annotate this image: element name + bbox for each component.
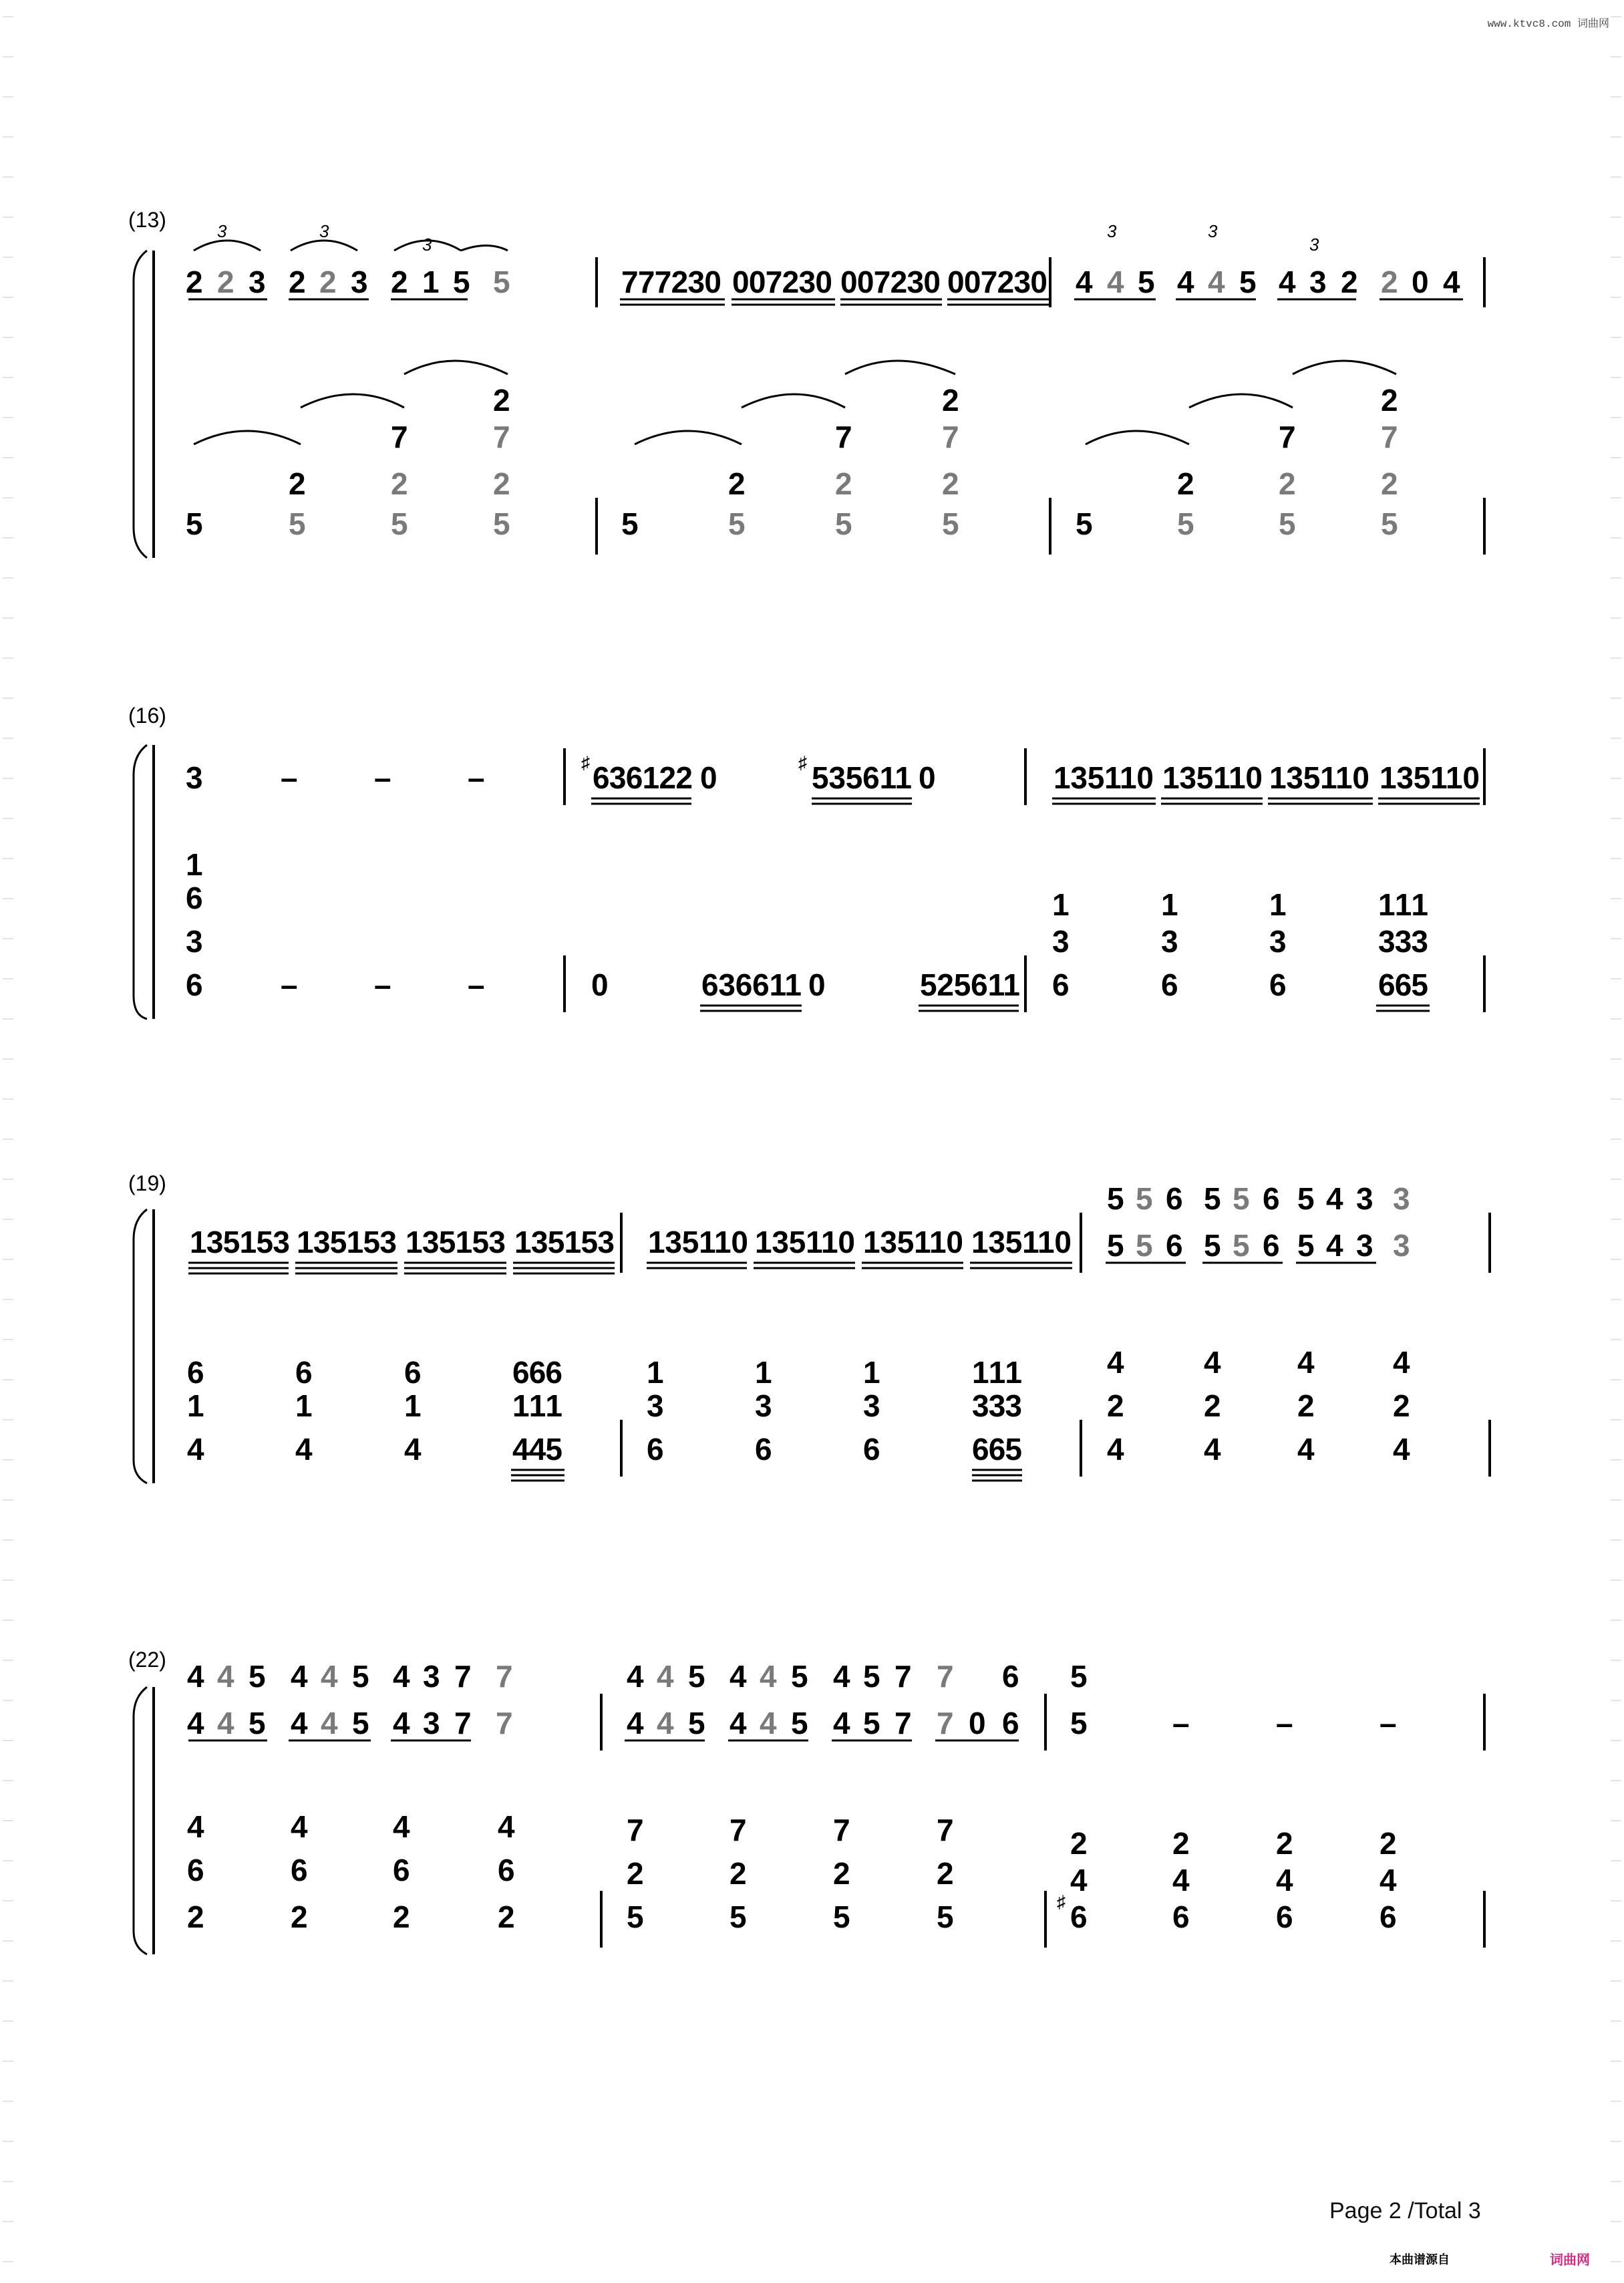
note: 1 xyxy=(755,1355,772,1390)
note: 6 xyxy=(404,1355,422,1390)
note: 6 xyxy=(295,1355,313,1390)
note: 2 xyxy=(187,1899,204,1934)
note: 4 xyxy=(833,1706,850,1740)
note: 2 xyxy=(289,265,306,299)
note: 2 xyxy=(1381,265,1398,299)
note: 6 xyxy=(1070,1899,1088,1934)
note: 4 xyxy=(291,1706,308,1740)
note: 7 xyxy=(627,1813,644,1847)
note: 2 xyxy=(627,1856,644,1891)
note: 6 xyxy=(1269,967,1287,1002)
note: 2 xyxy=(1204,1388,1221,1423)
note: 4 xyxy=(1204,1345,1221,1380)
note: – xyxy=(281,967,298,1002)
note: 4 xyxy=(404,1432,422,1467)
note: 4 xyxy=(217,1659,234,1694)
note: 2 xyxy=(391,466,408,501)
note: – xyxy=(468,760,485,795)
note: – xyxy=(1276,1706,1293,1740)
note: 4 xyxy=(187,1706,204,1740)
note: 3 xyxy=(1309,265,1327,299)
note: 3 xyxy=(1269,924,1287,959)
note: 7 xyxy=(833,1813,850,1847)
note: 4 xyxy=(729,1706,747,1740)
system-4-upper-notes xyxy=(187,1659,1397,1740)
note: 7 xyxy=(454,1659,472,1694)
note: 3 xyxy=(647,1388,664,1423)
measure-label-22: (22) xyxy=(128,1648,166,1672)
note: 7 xyxy=(493,420,510,454)
note: 4 xyxy=(627,1706,644,1740)
note: 2 xyxy=(1379,1826,1397,1861)
note: 3 xyxy=(1393,1181,1410,1216)
note: – xyxy=(281,760,298,795)
note: 5 xyxy=(627,1899,644,1934)
note: 5 xyxy=(1297,1181,1315,1216)
note: 4 xyxy=(217,1706,234,1740)
note: 135153 xyxy=(514,1225,615,1259)
note: 3 xyxy=(351,265,368,299)
note: 4 xyxy=(1276,1863,1293,1897)
note: 5 xyxy=(835,506,852,541)
sharp-sign: ♯ xyxy=(798,752,807,772)
triplet-mark: 3 xyxy=(422,235,432,255)
note: 2 xyxy=(942,466,959,501)
note: – xyxy=(374,967,391,1002)
note: 5 xyxy=(1070,1706,1088,1740)
note: 3 xyxy=(1052,924,1070,959)
note: 5 xyxy=(1070,1659,1088,1694)
note: 135110 xyxy=(1162,760,1263,795)
note: – xyxy=(374,760,391,795)
note: 5 xyxy=(1279,506,1296,541)
note: 6 xyxy=(1263,1181,1280,1216)
note: 333 xyxy=(1378,924,1428,959)
note: 7 xyxy=(835,420,852,454)
note: 7 xyxy=(895,1706,912,1740)
site-logo[interactable]: 词曲网 xyxy=(1550,2253,1590,2268)
note: 3 xyxy=(249,265,266,299)
note: 7 xyxy=(937,1659,954,1694)
note: 2 xyxy=(1393,1388,1410,1423)
note: 5 xyxy=(289,506,306,541)
note: 1 xyxy=(186,847,203,882)
note: 2 xyxy=(1107,1388,1124,1423)
note: 1 xyxy=(295,1388,313,1423)
note: 007230 xyxy=(732,265,832,299)
note: 665 xyxy=(1378,967,1428,1002)
note: 5 xyxy=(1204,1228,1221,1263)
note: 5 xyxy=(391,506,408,541)
note: 5 xyxy=(1076,506,1093,541)
note: 4 xyxy=(657,1706,674,1740)
note: 4 xyxy=(1208,265,1225,299)
note: 5 xyxy=(1233,1181,1250,1216)
note: 2 xyxy=(498,1899,515,1934)
triplet-mark: 3 xyxy=(1107,221,1117,241)
note: 1 xyxy=(422,265,440,299)
note: 4 xyxy=(291,1809,308,1844)
note: 7 xyxy=(496,1706,513,1740)
note: 4 xyxy=(295,1432,313,1467)
note: 111 xyxy=(1378,887,1428,922)
note: 2 xyxy=(937,1856,954,1891)
note: 6 xyxy=(1161,967,1178,1002)
note: 6 xyxy=(1172,1899,1190,1934)
note: 2 xyxy=(493,466,510,501)
note: 6 xyxy=(1002,1706,1019,1740)
note: 333 xyxy=(972,1388,1022,1423)
site-url: www.ktvc8.com 词曲网 xyxy=(1487,18,1609,30)
note: 135110 xyxy=(863,1225,963,1259)
note: 5 xyxy=(249,1706,266,1740)
note: 1 xyxy=(1052,887,1070,922)
note: 4 xyxy=(291,1659,308,1694)
note: 4 xyxy=(1107,1432,1124,1467)
note: 4 xyxy=(1326,1228,1343,1263)
note: 4 xyxy=(498,1809,515,1844)
sharp-sign: ♯ xyxy=(581,752,590,772)
note: 3 xyxy=(186,924,203,959)
note: 2 xyxy=(186,265,203,299)
note: 445 xyxy=(512,1432,562,1467)
note: 3 xyxy=(1356,1228,1373,1263)
note: 135110 xyxy=(1269,760,1369,795)
note: 6 xyxy=(1379,1899,1397,1934)
note: 2 xyxy=(1381,466,1398,501)
note: 6 xyxy=(863,1432,880,1467)
note: 4 xyxy=(1297,1345,1315,1380)
note: 135110 xyxy=(755,1225,855,1259)
note: 4 xyxy=(760,1659,777,1694)
note: 5 xyxy=(1136,1228,1153,1263)
note: 6 xyxy=(186,967,203,1002)
note: 5 xyxy=(1297,1228,1315,1263)
note: 5 xyxy=(249,1659,266,1694)
note: 007230 xyxy=(947,265,1047,299)
note: 5 xyxy=(863,1706,880,1740)
note: 3 xyxy=(1161,924,1178,959)
note: 2 xyxy=(835,466,852,501)
note: 0 xyxy=(700,760,717,795)
note: – xyxy=(1379,1706,1397,1740)
note: 5 xyxy=(1107,1181,1124,1216)
note: 5 xyxy=(1204,1181,1221,1216)
note: 2 xyxy=(289,466,306,501)
note: 5 xyxy=(1136,1181,1153,1216)
note: 3 xyxy=(423,1706,440,1740)
note: 4 xyxy=(1172,1863,1190,1897)
note: 6 xyxy=(1276,1899,1293,1934)
note: 4 xyxy=(729,1659,747,1694)
note: 2 xyxy=(728,466,746,501)
note: 7 xyxy=(729,1813,747,1847)
note: 4 xyxy=(657,1659,674,1694)
note: 2 xyxy=(1341,265,1358,299)
note: 3 xyxy=(1393,1228,1410,1263)
note: 4 xyxy=(187,1809,204,1844)
note: 2 xyxy=(1172,1826,1190,1861)
note: 1 xyxy=(863,1355,880,1390)
note: 6 xyxy=(187,1355,204,1390)
note: 7 xyxy=(1381,420,1398,454)
note: 4 xyxy=(1393,1432,1410,1467)
note: 665 xyxy=(972,1432,1022,1467)
note: 0 xyxy=(1412,265,1429,299)
note: – xyxy=(1172,1706,1190,1740)
note: 5 xyxy=(729,1899,747,1934)
note: 5 xyxy=(937,1899,954,1934)
note: 5 xyxy=(621,506,639,541)
system-1-upper-notes xyxy=(186,221,1460,299)
note: 5 xyxy=(688,1706,705,1740)
note: 5 xyxy=(863,1659,880,1694)
note: 6 xyxy=(498,1853,515,1887)
note: 4 xyxy=(1177,265,1194,299)
note: 6 xyxy=(755,1432,772,1467)
note: 1 xyxy=(647,1355,664,1390)
note: 2 xyxy=(393,1899,410,1934)
note: 6 xyxy=(1166,1181,1183,1216)
note: 4 xyxy=(1443,265,1460,299)
note: 135110 xyxy=(648,1225,748,1259)
note: 1 xyxy=(187,1388,204,1423)
note: 535611 xyxy=(812,760,912,795)
note: 7 xyxy=(937,1706,954,1740)
note: 3 xyxy=(755,1388,772,1423)
triplet-mark: 3 xyxy=(1309,235,1319,255)
measure-label-13: (13) xyxy=(128,208,166,232)
note: 5 xyxy=(1381,506,1398,541)
note: 7 xyxy=(496,1659,513,1694)
note: 4 xyxy=(393,1706,410,1740)
note: 6 xyxy=(1002,1659,1019,1694)
note: 1 xyxy=(404,1388,422,1423)
note: 4 xyxy=(1107,1345,1124,1380)
note: 2 xyxy=(942,383,959,418)
note: 5 xyxy=(791,1706,808,1740)
note: 111 xyxy=(512,1388,562,1423)
note: 4 xyxy=(760,1706,777,1740)
note: 135153 xyxy=(190,1225,290,1259)
measure-label-19: (19) xyxy=(128,1171,166,1195)
note: 4 xyxy=(1070,1863,1088,1897)
note: 2 xyxy=(1070,1826,1088,1861)
note: 0 xyxy=(919,760,936,795)
note: 6 xyxy=(187,1853,204,1887)
note: 5 xyxy=(1239,265,1257,299)
note: 135110 xyxy=(1053,760,1154,795)
triplet-mark: 3 xyxy=(217,221,227,241)
note: 4 xyxy=(1326,1181,1343,1216)
note: 007230 xyxy=(840,265,941,299)
note: 4 xyxy=(321,1706,338,1740)
note: 2 xyxy=(1279,466,1296,501)
note: 7 xyxy=(895,1659,912,1694)
note: 2 xyxy=(729,1856,747,1891)
note: 4 xyxy=(321,1659,338,1694)
note: 135110 xyxy=(1379,760,1480,795)
system-4-lower-notes xyxy=(187,1809,1397,1934)
note: 4 xyxy=(1379,1863,1397,1897)
note: 0 xyxy=(591,967,609,1002)
note: 2 xyxy=(1177,466,1194,501)
note: 5 xyxy=(688,1659,705,1694)
note: 2 xyxy=(833,1856,850,1891)
note: 7 xyxy=(942,420,959,454)
note: 135153 xyxy=(405,1225,506,1259)
note: 5 xyxy=(791,1659,808,1694)
note: 4 xyxy=(627,1659,644,1694)
note: 3 xyxy=(863,1388,880,1423)
note: 6 xyxy=(186,881,203,915)
note: 135153 xyxy=(297,1225,397,1259)
note: 4 xyxy=(1279,265,1296,299)
note: 5 xyxy=(942,506,959,541)
note: 4 xyxy=(1076,265,1093,299)
note: 5 xyxy=(186,506,203,541)
note: 5 xyxy=(493,506,510,541)
system-2-upper-notes xyxy=(186,752,1480,795)
note: 6 xyxy=(393,1853,410,1887)
note: 5 xyxy=(833,1899,850,1934)
note: 5 xyxy=(1177,506,1194,541)
note: 4 xyxy=(1107,265,1124,299)
page-indicator: Page 2 /Total 3 xyxy=(1329,2198,1481,2224)
source-note: 本曲谱源自 xyxy=(1390,2253,1450,2266)
note: 6 xyxy=(647,1432,664,1467)
note: 7 xyxy=(937,1813,954,1847)
note: 4 xyxy=(393,1659,410,1694)
note: – xyxy=(468,967,485,1002)
triplet-mark: 3 xyxy=(1208,221,1218,241)
system-2-lower-notes xyxy=(186,847,1428,1002)
system-3-upper-notes xyxy=(190,1181,1410,1263)
note: 0 xyxy=(808,967,826,1002)
note: 5 xyxy=(352,1659,369,1694)
note: 4 xyxy=(393,1809,410,1844)
note: 1 xyxy=(1269,887,1287,922)
note: 111 xyxy=(972,1355,1022,1390)
note: 3 xyxy=(186,760,203,795)
note: 2 xyxy=(1297,1388,1315,1423)
note: 7 xyxy=(454,1706,472,1740)
note: 6 xyxy=(291,1853,308,1887)
note: 2 xyxy=(319,265,337,299)
note: 1 xyxy=(1161,887,1178,922)
note: 7 xyxy=(1279,420,1296,454)
note: 525611 xyxy=(920,967,1020,1002)
note: 5 xyxy=(493,265,510,299)
note: 2 xyxy=(291,1899,308,1934)
triplet-mark: 3 xyxy=(319,221,329,241)
note: 135110 xyxy=(971,1225,1072,1259)
note: 5 xyxy=(352,1706,369,1740)
measure-label-16: (16) xyxy=(128,704,166,728)
note: 2 xyxy=(391,265,408,299)
note: 3 xyxy=(1356,1181,1373,1216)
note: 2 xyxy=(217,265,234,299)
note: 636122 xyxy=(593,760,693,795)
note: 5 xyxy=(728,506,746,541)
system-3-lower-notes xyxy=(187,1345,1410,1467)
note: 777230 xyxy=(621,265,721,299)
note: 4 xyxy=(1393,1345,1410,1380)
note: 7 xyxy=(391,420,408,454)
note: 5 xyxy=(1138,265,1155,299)
note: 5 xyxy=(453,265,470,299)
note: 636611 xyxy=(701,967,802,1002)
note: 3 xyxy=(423,1659,440,1694)
note: 4 xyxy=(187,1432,204,1467)
note: 2 xyxy=(1276,1826,1293,1861)
note: 4 xyxy=(187,1659,204,1694)
note: 0 xyxy=(969,1706,986,1740)
note: 6 xyxy=(1166,1228,1183,1263)
note: 666 xyxy=(512,1355,562,1390)
sharp-sign: ♯ xyxy=(1057,1891,1066,1912)
note: 2 xyxy=(1381,383,1398,418)
note: 4 xyxy=(833,1659,850,1694)
note: 6 xyxy=(1263,1228,1280,1263)
system-1-lower-notes xyxy=(186,383,1398,541)
note: 5 xyxy=(1233,1228,1250,1263)
note: 4 xyxy=(1297,1432,1315,1467)
note: 5 xyxy=(1107,1228,1124,1263)
note: 4 xyxy=(1204,1432,1221,1467)
note: 6 xyxy=(1052,967,1070,1002)
note: 2 xyxy=(493,383,510,418)
